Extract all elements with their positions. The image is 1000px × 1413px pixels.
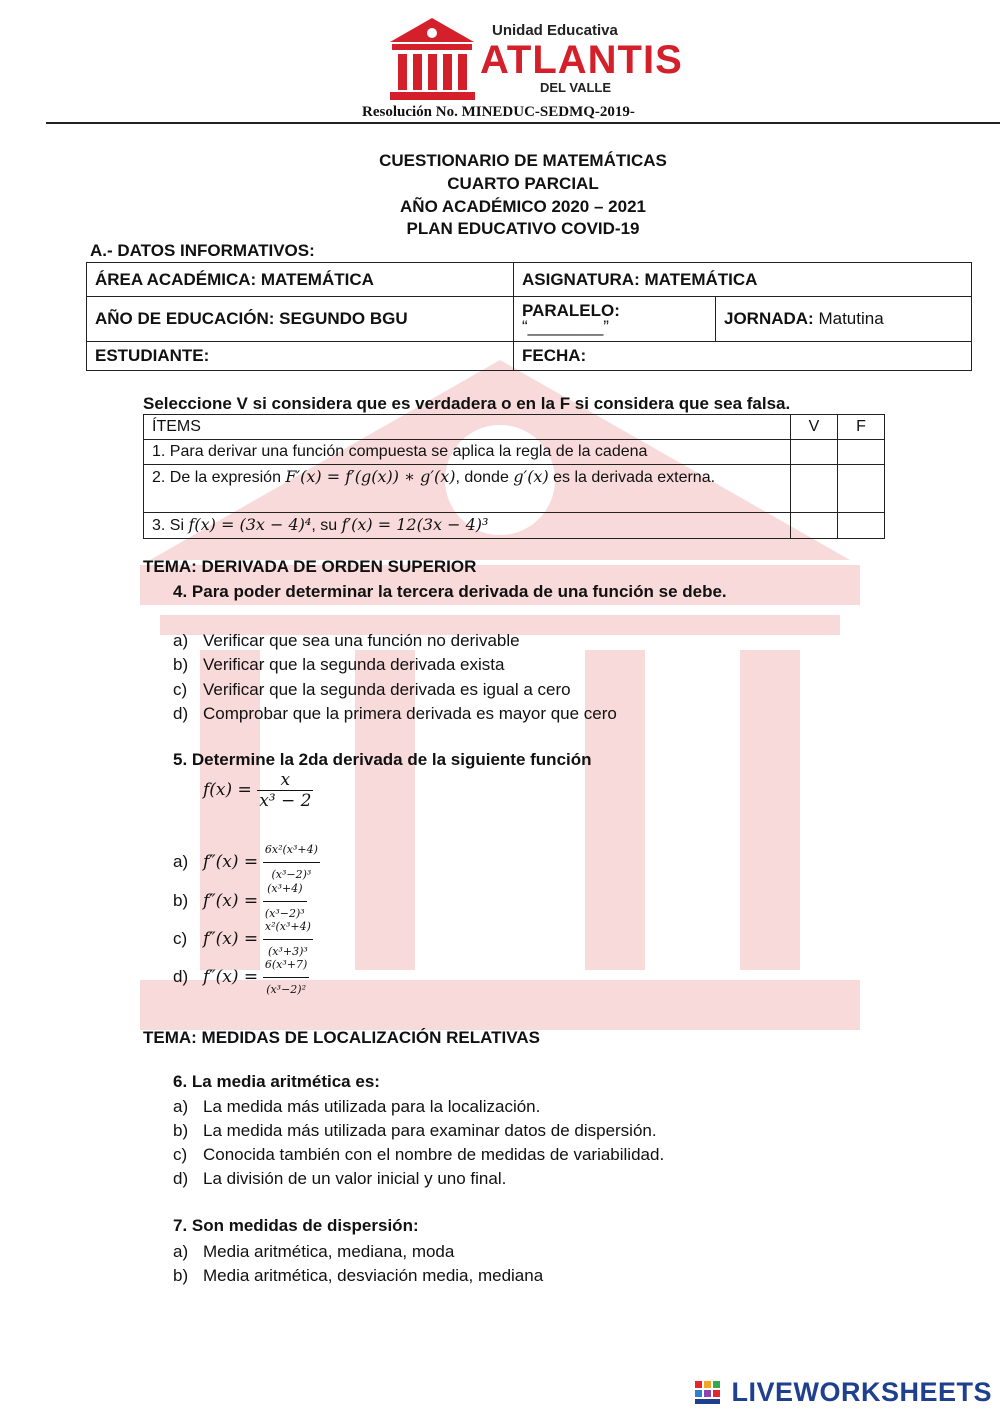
q4-option-b[interactable] — [173, 653, 504, 677]
title-line4: PLAN EDUCATIVO COVID-19 — [406, 219, 640, 238]
q6-option-b[interactable] — [173, 1119, 657, 1143]
q7-option-a-text: Media aritmética, mediana, moda — [203, 1242, 455, 1261]
q6-option-d[interactable] — [173, 1167, 506, 1191]
vf-item-3-f[interactable] — [838, 513, 885, 539]
vf-item-3 — [144, 513, 791, 539]
q5-option-a-lhs: f″(x) = — [203, 851, 259, 872]
q7-option-b-text: Media aritmética, desviación media, mediana — [203, 1266, 544, 1285]
vf-header-items: ÍTEMS — [144, 415, 791, 440]
q5-text: 5. Determine la 2da derivada de la siguiente función — [173, 750, 592, 769]
q5-option-c-letter: c) — [173, 928, 188, 948]
school-name: ATLANTIS — [480, 38, 683, 82]
estudiante-cell[interactable]: ESTUDIANTE: — [87, 342, 514, 371]
footer-brand: LIVEWORKSHEETS — [731, 1377, 992, 1407]
school-line3: DEL VALLE — [540, 80, 612, 95]
q7-option-b-letter: b) — [173, 1266, 189, 1285]
q6-option-d-text: La división de un valor inicial y uno final. — [203, 1169, 507, 1188]
fecha-cell[interactable]: FECHA: — [514, 342, 972, 371]
q7-option-a[interactable] — [173, 1240, 454, 1264]
q5-lhs: f(x) = — [203, 780, 252, 800]
title-line2: CUARTO PARCIAL — [447, 174, 599, 193]
q4-option-c-text: Verificar que la segunda derivada es igual a cero — [203, 680, 571, 699]
q5-option-b-num: (x³+4) — [263, 877, 307, 902]
vf-item-2-text-a: 2. De la expresión — [152, 469, 281, 486]
q4-option-d-letter: d) — [173, 704, 189, 723]
q6-option-b-letter: b) — [173, 1121, 189, 1140]
q5-option-b-lhs: f″(x) = — [203, 890, 259, 911]
vf-instruction: Seleccione V si considera que es verdadera o en la F si considera que sea falsa. — [143, 394, 791, 413]
jornada-cell — [716, 297, 972, 342]
vf-item-3-expr: f(x) = (3x − 4)⁴ — [188, 515, 312, 534]
vf-item-2-text-b: , donde — [455, 469, 509, 486]
q4-option-d[interactable] — [173, 702, 617, 726]
q6-option-b-text: La medida más utilizada para examinar datos de dispersión. — [203, 1121, 657, 1140]
tema2-title: TEMA: MEDIDAS DE LOCALIZACIÓN RELATIVAS — [143, 1028, 540, 1047]
q5-function — [203, 770, 313, 811]
resolution: Resolución No. MINEDUC-SEDMQ-2019- — [362, 104, 635, 120]
q5-option-d-den: (x³−2)² — [266, 983, 307, 996]
q5-option-a-den: (x³−2)³ — [271, 868, 312, 881]
watermark-column-4 — [740, 650, 800, 970]
vf-item-1: 1. Para derivar una función compuesta se aplica la regla de la cadena — [144, 440, 791, 465]
q5-option-d-lhs: f″(x) = — [203, 966, 259, 987]
liveworksheets-logo-icon — [695, 1381, 721, 1405]
q7-option-a-letter: a) — [173, 1242, 189, 1261]
q6-option-c-letter: c) — [173, 1145, 188, 1164]
tema1-title: TEMA: DERIVADA DE ORDEN SUPERIOR — [143, 557, 477, 576]
vf-item-2-text-c: es la derivada externa. — [553, 469, 716, 486]
q6-option-a[interactable] — [173, 1095, 540, 1119]
vf-item-2-f[interactable] — [838, 465, 885, 513]
vf-item-2-v[interactable] — [791, 465, 838, 513]
q4-option-a[interactable] — [173, 629, 520, 653]
vf-item-1-v[interactable] — [791, 440, 838, 465]
q6-option-a-text: La medida más utilizada para la localización. — [203, 1097, 541, 1116]
q5-option-d-num: 6(x³+7) — [263, 953, 309, 978]
paralelo-cell[interactable] — [514, 297, 716, 342]
q5-option-c-den: (x³+3)³ — [267, 945, 308, 958]
info-table — [86, 262, 972, 371]
vf-item-2-expr: F′(x) = f′(g(x)) ∗ g′(x) — [285, 467, 456, 486]
vf-item-3-v[interactable] — [791, 513, 838, 539]
q5-denominator: x³ − 2 — [259, 791, 312, 811]
q5-option-a-letter: a) — [173, 851, 189, 871]
q4-option-b-text: Verificar que la segunda derivada exista — [203, 655, 505, 674]
q4-option-a-letter: a) — [173, 631, 189, 650]
watermark-column-3 — [585, 650, 645, 970]
vf-header-v: V — [791, 415, 838, 440]
paralelo-label: PARALELO: — [522, 301, 620, 320]
q4-option-c[interactable] — [173, 678, 571, 702]
q4-option-b-letter: b) — [173, 655, 189, 674]
paralelo-value: “________” — [522, 317, 609, 336]
vf-table — [143, 414, 885, 539]
q4-option-d-text: Comprobar que la primera derivada es mayor que cero — [203, 704, 617, 723]
q5-option-b-den: (x³−2)³ — [264, 907, 305, 920]
q7-text: 7. Son medidas de dispersión: — [173, 1216, 419, 1235]
q5-option-d-letter: d) — [173, 966, 189, 986]
q6-option-a-letter: a) — [173, 1097, 189, 1116]
vf-item-1-f[interactable] — [838, 440, 885, 465]
q4-text: 4. Para poder determinar la tercera derivada de una función se debe. — [173, 582, 727, 601]
vf-item-3-text-b: , su — [311, 517, 338, 534]
anio-cell: AÑO DE EDUCACIÓN: SEGUNDO BGU — [87, 297, 514, 342]
q5-option-d[interactable] — [173, 953, 309, 1002]
info-section-title: A.- DATOS INFORMATIVOS: — [90, 241, 315, 260]
q6-option-c[interactable] — [173, 1143, 664, 1167]
q6-option-c-text: Conocida también con el nombre de medidas de variabilidad. — [203, 1145, 665, 1164]
vf-item-3-expr2: f′(x) = 12(3x − 4)³ — [341, 515, 489, 534]
title-line3: AÑO ACADÉMICO 2020 – 2021 — [400, 197, 646, 216]
q4-option-c-letter: c) — [173, 680, 188, 699]
vf-item-2-expr2: g′(x) — [513, 467, 549, 486]
vf-header-f: F — [838, 415, 885, 440]
school-logo-icon — [390, 18, 475, 100]
q5-option-b-letter: b) — [173, 890, 189, 910]
q6-text: 6. La media aritmética es: — [173, 1072, 380, 1091]
area-cell: ÁREA ACADÉMICA: MATEMÁTICA — [87, 263, 514, 297]
jornada-value: Matutina — [818, 309, 884, 328]
vf-item-3-text-a: 3. Si — [152, 517, 185, 534]
q6-option-d-letter: d) — [173, 1169, 189, 1188]
title-line1: CUESTIONARIO DE MATEMÁTICAS — [379, 151, 667, 170]
q5-option-c-lhs: f″(x) = — [203, 928, 259, 949]
q5-numerator: x — [257, 770, 313, 791]
vf-item-2 — [144, 465, 791, 513]
q5-option-c-num: x²(x³+4) — [263, 915, 313, 940]
header-divider — [46, 122, 1000, 124]
q7-option-b[interactable] — [173, 1264, 543, 1288]
q5-option-a-num: 6x²(x³+4) — [263, 838, 320, 863]
asignatura-cell: ASIGNATURA: MATEMÁTICA — [514, 263, 972, 297]
school-line1: Unidad Educativa — [492, 22, 618, 39]
jornada-label: JORNADA: — [724, 309, 814, 328]
q4-option-a-text: Verificar que sea una función no derivable — [203, 631, 520, 650]
